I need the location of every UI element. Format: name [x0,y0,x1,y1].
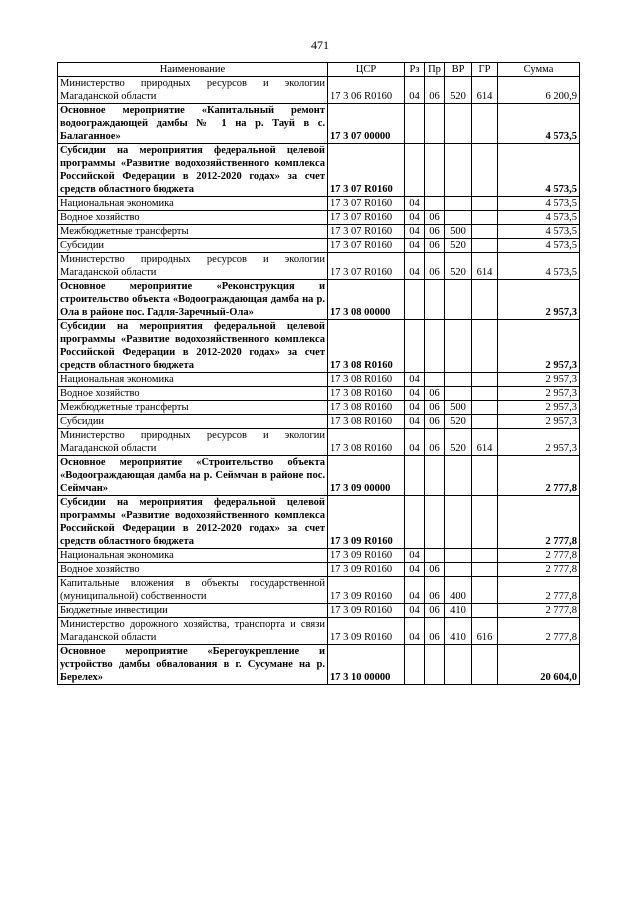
cell-pr [425,549,445,563]
cell-rz: 04 [405,239,425,253]
cell-csr: 17 3 06 R0160 [328,77,405,104]
cell-pr: 06 [425,415,445,429]
cell-vr: 520 [445,239,472,253]
cell-name: Субсидии на мероприятия федеральной целевой программы «Развитие водохозяйственного комплекса Российской Федерации в 2012-2020 годах» за счет средств областного бюджета [58,144,328,197]
cell-rz [405,456,425,496]
cell-name: Межбюджетные трансферты [58,225,328,239]
cell-sum: 2 777,8 [498,549,580,563]
cell-sum: 2 777,8 [498,577,580,604]
table-row [58,387,580,401]
cell-csr: 17 3 09 R0160 [328,563,405,577]
cell-rz [405,144,425,197]
cell-rz: 04 [405,618,425,645]
cell-vr [445,373,472,387]
cell-csr: 17 3 07 R0160 [328,197,405,211]
cell-name: Водное хозяйство [58,563,328,577]
header-csr: ЦСР [328,63,405,77]
cell-name: Субсидии [58,415,328,429]
cell-gr: 614 [472,253,498,280]
table-row [58,563,580,577]
cell-sum: 2 957,3 [498,401,580,415]
cell-name: Основное мероприятие «Берегоукрепление и устройство дамбы обвалования в г. Сусумане на р. Берелех» [58,645,328,685]
cell-sum: 4 573,5 [498,225,580,239]
cell-gr [472,373,498,387]
table-row [58,496,580,549]
cell-csr: 17 3 08 R0160 [328,401,405,415]
cell-csr: 17 3 09 R0160 [328,496,405,549]
table-row [58,320,580,373]
cell-gr: 614 [472,77,498,104]
cell-pr: 06 [425,604,445,618]
cell-rz: 04 [405,563,425,577]
cell-gr [472,415,498,429]
header-vr: ВР [445,63,472,77]
cell-csr: 17 3 08 R0160 [328,387,405,401]
cell-name: Бюджетные инвестиции [58,604,328,618]
cell-pr [425,280,445,320]
cell-vr: 520 [445,77,472,104]
cell-gr [472,280,498,320]
cell-name: Министерство дорожного хозяйства, транспорта и связи Магаданской области [58,618,328,645]
cell-sum: 2 957,3 [498,429,580,456]
cell-csr: 17 3 09 R0160 [328,577,405,604]
cell-vr [445,197,472,211]
cell-rz [405,320,425,373]
cell-vr: 520 [445,253,472,280]
cell-name: Субсидии на мероприятия федеральной целевой программы «Развитие водохозяйственного комплекса Российской Федерации в 2012-2020 годах» за счет средств областного бюджета [58,496,328,549]
cell-sum: 2 957,3 [498,373,580,387]
cell-gr [472,320,498,373]
table-row [58,429,580,456]
cell-rz: 04 [405,604,425,618]
cell-csr: 17 3 09 R0160 [328,618,405,645]
cell-csr: 17 3 07 R0160 [328,253,405,280]
page-number: 471 [311,38,329,52]
cell-vr: 410 [445,618,472,645]
cell-gr [472,563,498,577]
cell-pr: 06 [425,211,445,225]
cell-csr: 17 3 10 00000 [328,645,405,685]
table-row [58,456,580,496]
cell-vr [445,496,472,549]
cell-pr: 06 [425,429,445,456]
table-row [58,577,580,604]
cell-csr: 17 3 08 R0160 [328,429,405,456]
cell-sum: 6 200,9 [498,77,580,104]
cell-gr [472,496,498,549]
cell-vr: 520 [445,415,472,429]
cell-sum: 2 957,3 [498,387,580,401]
cell-sum: 2 777,8 [498,563,580,577]
table-row [58,253,580,280]
cell-name: Национальная экономика [58,549,328,563]
cell-pr [425,320,445,373]
table-row [58,618,580,645]
cell-name: Министерство природных ресурсов и экологии Магаданской области [58,429,328,456]
cell-pr [425,645,445,685]
cell-csr: 17 3 08 R0160 [328,373,405,387]
cell-vr [445,456,472,496]
cell-name: Водное хозяйство [58,211,328,225]
cell-gr [472,197,498,211]
cell-vr: 400 [445,577,472,604]
cell-name: Основное мероприятие «Строительство объекта «Водоограждающая дамба на р. Сеймчан в районе пос. Сеймчан» [58,456,328,496]
cell-csr: 17 3 08 R0160 [328,320,405,373]
cell-sum: 4 573,5 [498,197,580,211]
cell-gr [472,456,498,496]
cell-vr: 500 [445,401,472,415]
cell-gr: 616 [472,618,498,645]
cell-gr [472,144,498,197]
cell-pr [425,197,445,211]
table-row [58,211,580,225]
cell-rz: 04 [405,253,425,280]
cell-name: Капитальные вложения в объекты государственной (муниципальной) собственности [58,577,328,604]
cell-pr [425,496,445,549]
cell-gr: 614 [472,429,498,456]
table-row [58,604,580,618]
cell-csr: 17 3 09 R0160 [328,549,405,563]
cell-pr: 06 [425,618,445,645]
cell-rz: 04 [405,225,425,239]
cell-rz: 04 [405,211,425,225]
cell-vr: 500 [445,225,472,239]
cell-name: Субсидии [58,239,328,253]
cell-gr [472,225,498,239]
cell-name: Национальная экономика [58,197,328,211]
cell-sum: 2 777,8 [498,496,580,549]
table-row [58,415,580,429]
table-row [58,197,580,211]
cell-vr: 520 [445,429,472,456]
cell-sum: 2 777,8 [498,618,580,645]
header-sum: Сумма [498,63,580,77]
table-row [58,373,580,387]
cell-csr: 17 3 07 R0160 [328,211,405,225]
cell-rz: 04 [405,429,425,456]
cell-rz: 04 [405,77,425,104]
cell-rz [405,645,425,685]
cell-vr [445,563,472,577]
cell-vr [445,104,472,144]
table-row [58,239,580,253]
header-pr: Пр [425,63,445,77]
table-row [58,77,580,104]
cell-sum: 4 573,5 [498,144,580,197]
cell-gr [472,645,498,685]
header-rz: Рз [405,63,425,77]
table-body [58,77,580,685]
cell-gr [472,577,498,604]
cell-csr: 17 3 07 R0160 [328,239,405,253]
cell-gr [472,401,498,415]
table-header-row [58,63,580,77]
cell-rz: 04 [405,373,425,387]
cell-pr: 06 [425,577,445,604]
cell-rz: 04 [405,401,425,415]
cell-gr [472,387,498,401]
table-row [58,104,580,144]
cell-vr [445,211,472,225]
cell-name: Водное хозяйство [58,387,328,401]
cell-csr: 17 3 09 R0160 [328,604,405,618]
cell-gr [472,104,498,144]
cell-sum: 4 573,5 [498,253,580,280]
header-gr: ГР [472,63,498,77]
cell-rz: 04 [405,415,425,429]
cell-vr [445,645,472,685]
cell-rz [405,104,425,144]
cell-rz: 04 [405,577,425,604]
cell-name: Основное мероприятие «Капитальный ремонт водоограждающей дамбы № 1 на р. Тауй в с. Балаганное» [58,104,328,144]
cell-name: Субсидии на мероприятия федеральной целевой программы «Развитие водохозяйственного комплекса Российской Федерации в 2012-2020 годах» за счет средств областного бюджета [58,320,328,373]
cell-sum: 2 777,8 [498,456,580,496]
cell-rz [405,280,425,320]
cell-vr [445,280,472,320]
cell-gr [472,604,498,618]
cell-sum: 2 957,3 [498,320,580,373]
cell-rz: 04 [405,197,425,211]
table-row [58,280,580,320]
cell-gr [472,211,498,225]
cell-gr [472,549,498,563]
cell-pr: 06 [425,77,445,104]
cell-sum: 20 604,0 [498,645,580,685]
cell-name: Национальная экономика [58,373,328,387]
cell-pr: 06 [425,387,445,401]
cell-rz: 04 [405,549,425,563]
cell-sum: 4 573,5 [498,211,580,225]
cell-vr: 410 [445,604,472,618]
cell-pr [425,144,445,197]
budget-table [57,62,580,685]
cell-rz [405,496,425,549]
cell-csr: 17 3 08 00000 [328,280,405,320]
table-row [58,225,580,239]
cell-sum: 2 777,8 [498,604,580,618]
cell-rz: 04 [405,387,425,401]
cell-vr [445,549,472,563]
table-row [58,144,580,197]
cell-name: Межбюджетные трансферты [58,401,328,415]
cell-csr: 17 3 08 R0160 [328,415,405,429]
cell-sum: 2 957,3 [498,415,580,429]
table-row [58,401,580,415]
cell-sum: 2 957,3 [498,280,580,320]
cell-pr: 06 [425,253,445,280]
cell-pr [425,104,445,144]
cell-name: Министерство природных ресурсов и экологии Магаданской области [58,77,328,104]
cell-sum: 4 573,5 [498,239,580,253]
table-row [58,549,580,563]
cell-vr [445,387,472,401]
cell-pr: 06 [425,225,445,239]
cell-name: Министерство природных ресурсов и экологии Магаданской области [58,253,328,280]
cell-pr [425,373,445,387]
cell-pr: 06 [425,401,445,415]
cell-vr [445,320,472,373]
cell-gr [472,239,498,253]
cell-csr: 17 3 09 00000 [328,456,405,496]
cell-sum: 4 573,5 [498,104,580,144]
cell-pr: 06 [425,239,445,253]
cell-name: Основное мероприятие «Реконструкция и строительство объекта «Водоограждающая дамба на р. Ола в районе пос. Гадля-Заречный-Ола» [58,280,328,320]
cell-pr [425,456,445,496]
cell-csr: 17 3 07 R0160 [328,225,405,239]
cell-csr: 17 3 07 R0160 [328,144,405,197]
table-row [58,645,580,685]
cell-vr [445,144,472,197]
header-name: Наименование [58,63,328,77]
cell-csr: 17 3 07 00000 [328,104,405,144]
cell-pr: 06 [425,563,445,577]
